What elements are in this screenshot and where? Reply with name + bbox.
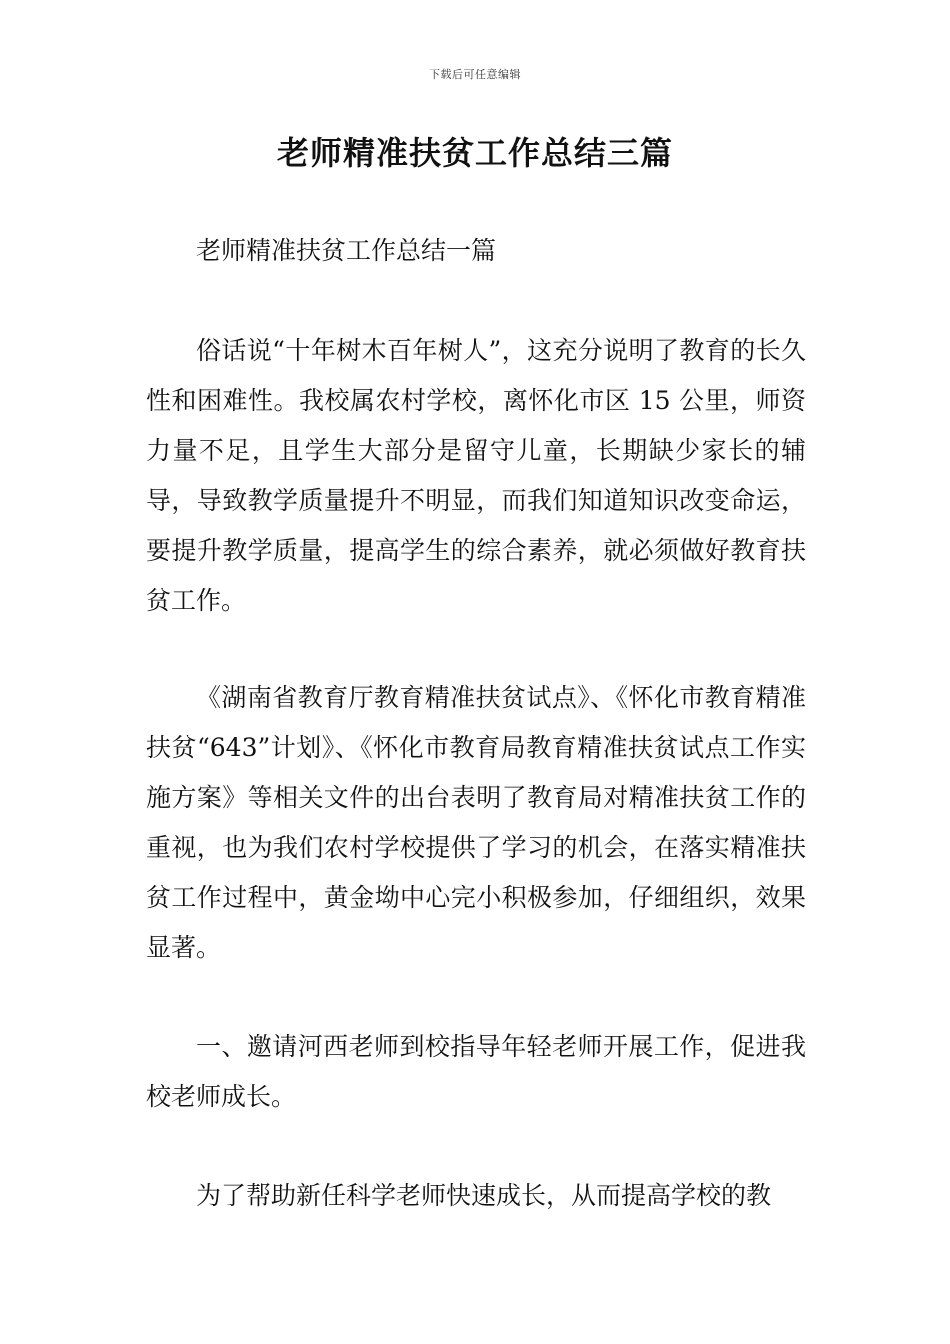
header-note: 下载后可任意编辑 (429, 68, 521, 81)
section-subheading: 老师精准扶贫工作总结一篇 (196, 236, 497, 265)
paragraph-3: 一、邀请河西老师到校指导年轻老师开展工作，促进我校老师成长。 (146, 1032, 806, 1111)
document-title: 老师精准扶贫工作总结三篇 (276, 134, 673, 172)
paragraph-2: 《湖南省教育厅教育精准扶贫试点》、《怀化市教育精准扶贫“643”计划》、《怀化市教育局教育精准扶贫试点工作实施方案》等相关文件的出台表明了教育局对精准扶贫工作的重视，也为我们农村学校提供了学习的机会，在落实精准扶贫工作过程中，黄金坳中心完小积极参加，仔细组织，效果显著。 (146, 683, 806, 962)
paragraph-4: 为了帮助新任科学老师快速成长，从而提高学校的教 (196, 1181, 772, 1210)
paragraph-1: 俗话说“十年树木百年树人”，这充分说明了教育的长久性和困难性。我校属农村学校，离怀化市区 15 公里，师资力量不足，且学生大部分是留守儿童，长期缺少家长的辅导，导致教学质量提升不明显，而我们知道知识改变命运，要提升教学质量，提高学生的综合素养，就必须做好教育扶贫工作。 (146, 336, 806, 615)
